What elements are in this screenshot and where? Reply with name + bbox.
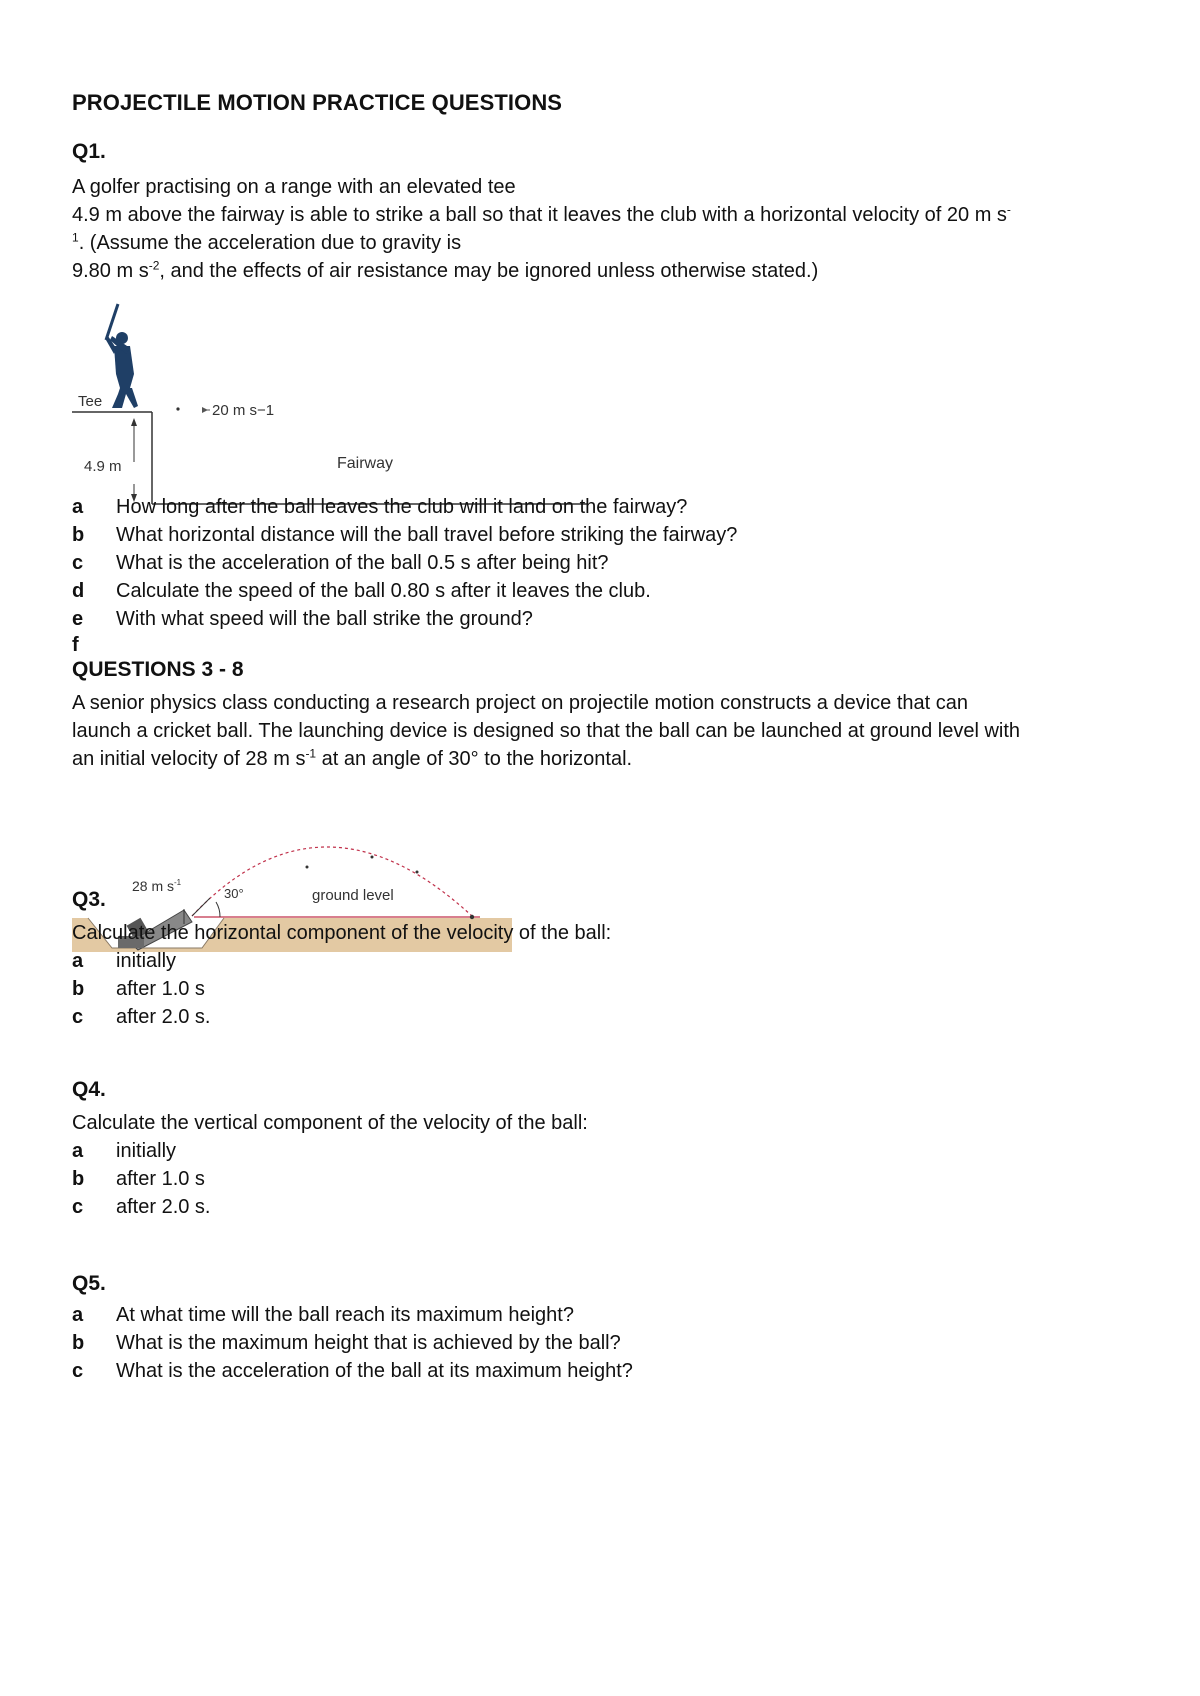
q1-text-line-2: 4.9 m above the fairway is able to strike a ball so that it leaves the club with a horizontal velocity of 20 m s- xyxy=(72,202,1011,226)
q3-intro: Calculate the horizontal component of the velocity of the ball: xyxy=(72,922,612,944)
q1-item-d: d Calculate the speed of the ball 0.80 s after it leaves the club. xyxy=(72,580,651,602)
ground-level-label: ground level xyxy=(312,887,394,904)
angle-label: 30° xyxy=(224,886,244,901)
q3-item-b: b after 1.0 s xyxy=(72,978,205,1000)
q1-item-b: b What horizontal distance will the ball travel before striking the fairway? xyxy=(72,524,738,546)
q3-item-a: a initially xyxy=(72,950,177,972)
q5-item-c: c What is the acceleration of the ball at its maximum height? xyxy=(72,1360,633,1382)
q3-8-heading: QUESTIONS 3 - 8 xyxy=(72,658,244,681)
q3-8-text-line-2: launch a cricket ball. The launching device is designed so that the ball can be launched at ground level with xyxy=(72,720,1021,742)
golf-ball xyxy=(176,407,179,410)
q4-item-a: a initially xyxy=(72,1140,177,1162)
q3-8-text-line-1: A senior physics class conducting a research project on projectile motion constructs a device that can xyxy=(72,692,969,714)
q1-text-line-3: $^1$. (Assume the acceleration due to gravity is xyxy=(72,230,462,254)
q4-item-c: c after 2.0 s. xyxy=(72,1196,211,1218)
golf-club xyxy=(106,304,118,340)
q1-item-f: f xyxy=(72,634,79,656)
golfer-silhouette xyxy=(106,304,138,408)
q3-item-c: c after 2.0 s. xyxy=(72,1006,211,1028)
q5-heading: Q5. xyxy=(72,1272,106,1295)
height-label: 4.9 m xyxy=(84,458,122,475)
q4-intro: Calculate the vertical component of the velocity of the ball: xyxy=(72,1112,588,1134)
trajectory-path xyxy=(192,847,472,916)
q1-text-line-1: A golfer practising on a range with an elevated tee xyxy=(72,176,516,198)
fairway-label: Fairway xyxy=(337,455,394,472)
q1-item-a: a How long after the ball leaves the club will it land on the fairway? xyxy=(72,496,688,518)
q1-item-c: c What is the acceleration of the ball 0.5 s after being hit? xyxy=(72,552,609,574)
q1-item-e: e With what speed will the ball strike the ground? xyxy=(72,608,533,630)
launch-velocity-label: 28 m $s^{-1}$ xyxy=(132,878,182,894)
tee-label: Tee xyxy=(78,393,103,410)
q5-item-a: a At what time will the ball reach its maximum height? xyxy=(72,1304,574,1326)
q1-text-line-4: 9.80 m $s^{-2}$, and the effects of air resistance may be ignored unless otherwise stated.) xyxy=(72,258,819,282)
q4-heading: Q4. xyxy=(72,1078,106,1101)
q4-item-b: b after 1.0 s xyxy=(72,1168,205,1190)
velocity-label: 20 m s−1 xyxy=(212,402,275,419)
page-title: PROJECTILE MOTION PRACTICE QUESTIONS xyxy=(72,90,563,115)
q5-item-b: b What is the maximum height that is achieved by the ball? xyxy=(72,1332,621,1354)
q3-heading: Q3. xyxy=(72,888,106,911)
q3-8-text-line-3: an initial velocity of 28 m $s^{-1}$ at an angle of 30° to the horizontal. xyxy=(72,746,633,770)
q1-heading: Q1. xyxy=(72,140,106,163)
